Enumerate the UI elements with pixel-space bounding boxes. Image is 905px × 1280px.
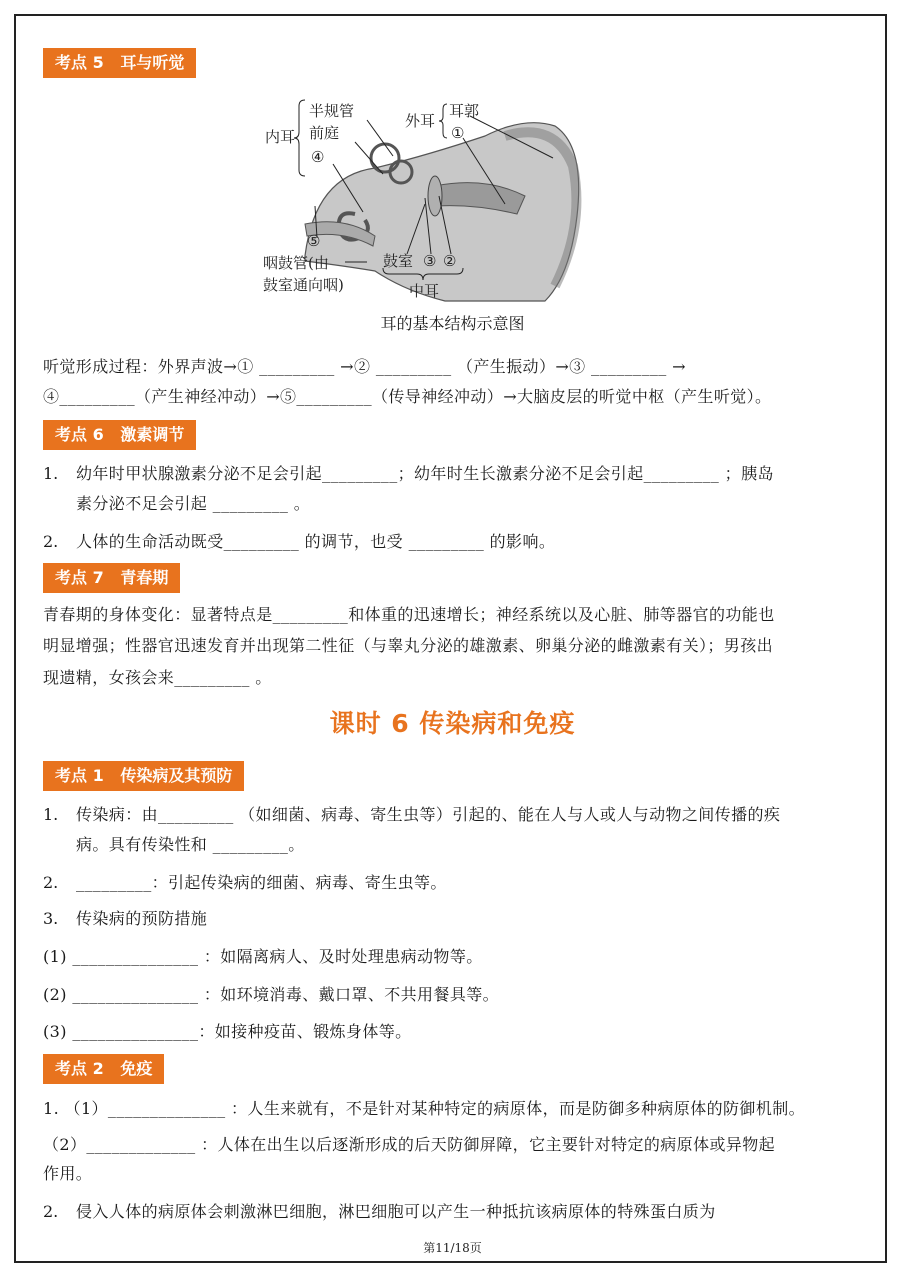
immunity-line-3: 作用。 xyxy=(43,1164,93,1183)
infectious-item-2: _________：引起传染病的细菌、病毒、寄生虫等。 xyxy=(76,873,447,892)
immunity-line-2: （2）_____________ ：人体在出生以后逐渐形成的后天防御屏障，它主要针对特定的病原体或异物起 xyxy=(43,1135,776,1154)
ear-structure-figure xyxy=(255,96,595,308)
label-circle-4: ④ xyxy=(311,148,325,166)
infectious-item-1-line-2: 病。具有传染性和 _________。 xyxy=(76,835,305,854)
section-tag-puberty: 考点 7 青春期 xyxy=(43,563,180,593)
hearing-process-line-2: ④_________（产生神经冲动）→⑤_________（传导神经冲动）→大脑皮层的听觉中枢（产生听觉）。 xyxy=(43,387,772,406)
prevention-measure-3: (3) _______________：如接种疫苗、锻炼身体等。 xyxy=(43,1022,412,1041)
label-auricle: 耳郭 xyxy=(449,102,480,120)
hormone-item-1-number: 1. xyxy=(43,464,59,483)
immunity-line-1: 1. （1）______________ ：人生来就有，不是针对某种特定的病原体，而是防御多种病原体的防御机制。 xyxy=(43,1099,806,1118)
label-inner-ear: 内耳 xyxy=(265,128,296,146)
figure-caption: 耳的基本结构示意图 xyxy=(380,314,525,333)
puberty-line-1: 青春期的身体变化：显著特点是_________和体重的迅速增长；神经系统以及心脏、肺等器官的功能也 xyxy=(43,605,775,624)
hormone-item-1-line-2: 素分泌不足会引起 _________ 。 xyxy=(76,494,311,513)
prevention-measure-2: (2) _______________ ：如环境消毒、戴口罩、不共用餐具等。 xyxy=(43,985,500,1004)
infectious-item-3: 传染病的预防措施 xyxy=(76,909,208,928)
puberty-line-3: 现遗精，女孩会来_________ 。 xyxy=(43,668,272,687)
page-number: 第11/18页 xyxy=(423,1241,482,1255)
immunity-item-2: 侵入人体的病原体会刺激淋巴细胞，淋巴细胞可以产生一种抵抗该病原体的特殊蛋白质为 xyxy=(76,1202,716,1221)
infectious-item-2-number: 2. xyxy=(43,873,59,892)
puberty-line-2: 明显增强；性器官迅速发育并出现第二性征（与睾丸分泌的雄激素、卵巢分泌的雌激素有关）；男孩出 xyxy=(43,636,774,655)
label-circle-1: ① xyxy=(451,124,465,142)
section-tag-hormone: 考点 6 激素调节 xyxy=(43,420,196,450)
section-tag-immunity: 考点 2 免疫 xyxy=(43,1054,164,1084)
label-circle-5: ⑤ xyxy=(307,232,321,250)
label-circle-3: ③ xyxy=(423,252,437,270)
label-eustachian-2: 鼓室通向咽) xyxy=(263,276,344,294)
hormone-item-2-number: 2. xyxy=(43,532,59,551)
label-vestibule: 前庭 xyxy=(309,124,340,142)
label-circle-2: ② xyxy=(443,252,457,270)
label-eustachian-1: 咽鼓管(由 xyxy=(263,254,329,272)
label-tympanic-cavity: 鼓室 xyxy=(383,252,414,270)
lesson-title: 课时 6 传染病和免疫 xyxy=(329,709,576,738)
label-semicircular-canal: 半规管 xyxy=(309,102,355,120)
section-tag-ear: 考点 5 耳与听觉 xyxy=(43,48,196,78)
ear-diagram xyxy=(255,96,595,308)
section-tag-infectious-disease: 考点 1 传染病及其预防 xyxy=(43,761,244,791)
label-middle-ear: 中耳 xyxy=(409,282,440,300)
infectious-item-1-line-1: 传染病：由_________ （如细菌、病毒、寄生虫等）引起的、能在人与人或人与动物之间传播的疾 xyxy=(76,805,781,824)
infectious-item-1-number: 1. xyxy=(43,805,59,824)
infectious-item-3-number: 3. xyxy=(43,909,59,928)
hearing-process-line-1: 听觉形成过程：外界声波→① _________ →② _________ （产生振动）→③ _________ → xyxy=(43,357,686,376)
hormone-item-2: 人体的生命活动既受_________ 的调节，也受 _________ 的影响。 xyxy=(76,532,556,551)
label-outer-ear: 外耳 xyxy=(405,112,436,130)
prevention-measure-1: (1) _______________ ：如隔离病人、及时处理患病动物等。 xyxy=(43,947,483,966)
hormone-item-1-line-1: 幼年时甲状腺激素分泌不足会引起_________；幼年时生长激素分泌不足会引起_________ ；胰岛 xyxy=(76,464,774,483)
immunity-item-2-number: 2. xyxy=(43,1202,59,1221)
